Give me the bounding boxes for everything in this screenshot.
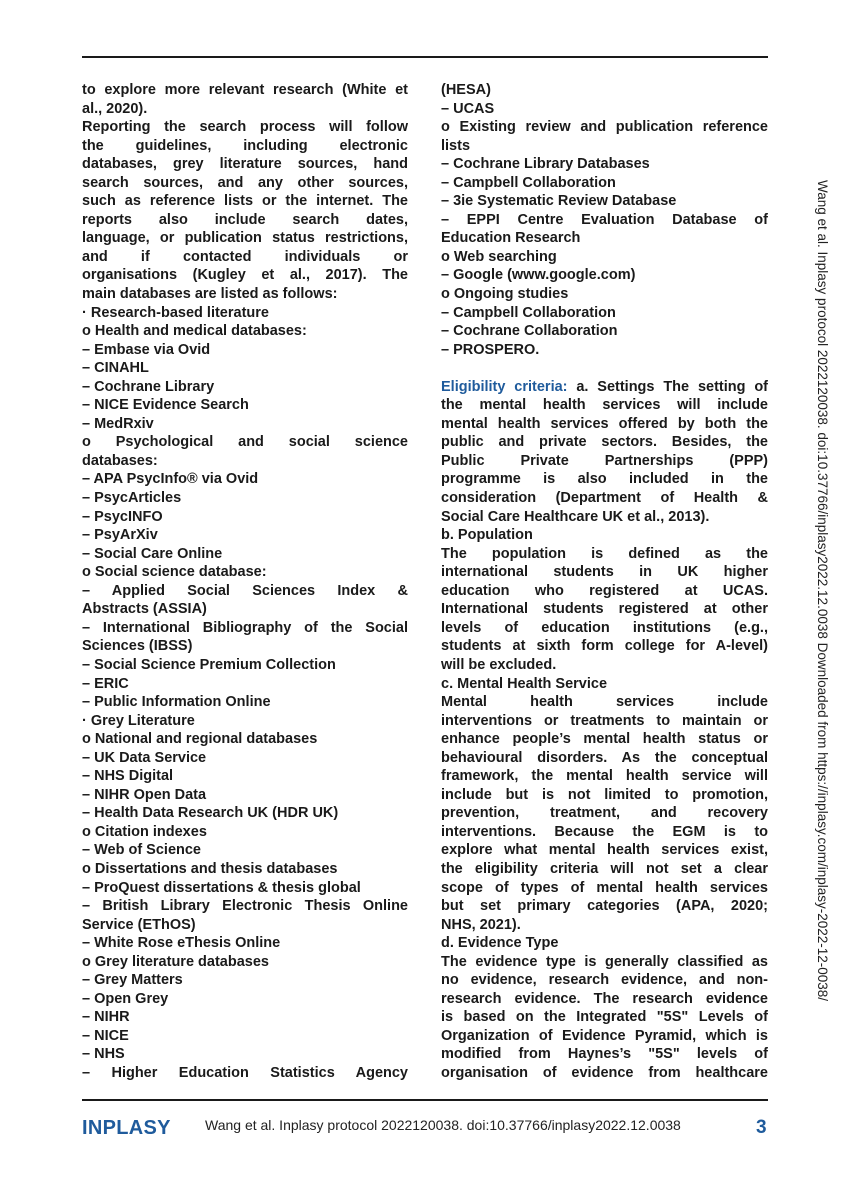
- text-line: [441, 804, 768, 823]
- line-text: – Campbell Collaboration: [441, 174, 616, 191]
- line-text: – PROSPERO.: [441, 341, 540, 358]
- line-text: o National and regional databases: [82, 731, 318, 748]
- text-line: [82, 712, 408, 731]
- line-text: – Health Data Research UK (HDR UK): [82, 805, 339, 822]
- text-line: [82, 137, 408, 156]
- line-text: lists: [441, 137, 471, 154]
- text-line: [82, 266, 408, 285]
- line-text: and if contacted individuals or: [82, 248, 408, 265]
- text-line: [441, 526, 768, 545]
- text-line: [82, 582, 408, 601]
- line-text: language, or publication status restrictions,: [82, 230, 408, 247]
- text-line: [82, 823, 408, 842]
- text-line: [441, 841, 768, 860]
- text-line: [82, 396, 408, 415]
- line-text: but set primary categories (APA, 2020;: [441, 898, 768, 915]
- text-line: [82, 1027, 408, 1046]
- text-line: [441, 1008, 768, 1027]
- text-line: [82, 341, 408, 360]
- line-text: – ProQuest dissertations & thesis global: [82, 879, 361, 896]
- line-text: will be excluded.: [441, 656, 557, 673]
- line-text: – NICE Evidence Search: [82, 397, 249, 414]
- line-text: Mental health services include: [441, 694, 768, 711]
- line-text: mental health services offered by both the: [441, 415, 768, 432]
- text-line: [82, 730, 408, 749]
- line-text: Abstracts (ASSIA): [82, 601, 207, 618]
- text-line: [441, 971, 768, 990]
- text-line: [82, 81, 408, 100]
- line-text: – Web of Science: [82, 842, 201, 859]
- text-line: [441, 786, 768, 805]
- text-line: [82, 415, 408, 434]
- line-text: Service (EThOS): [82, 916, 196, 933]
- line-text: The population is defined as the: [441, 545, 768, 562]
- text-line: [82, 248, 408, 267]
- text-line: [441, 582, 768, 601]
- text-line: [82, 860, 408, 879]
- text-line: [82, 489, 408, 508]
- line-text: – UCAS: [441, 100, 495, 117]
- text-line: [82, 749, 408, 768]
- line-text: programme is also included in the: [441, 471, 768, 488]
- line-text: – Campbell Collaboration: [441, 304, 616, 321]
- line-text: – Social Science Premium Collection: [82, 656, 336, 673]
- line-text: no evidence, research evidence, and non-: [441, 972, 768, 989]
- text-line: [441, 155, 768, 174]
- line-text: is based on the Integrated "5S" Levels of: [441, 1009, 768, 1026]
- text-line: [441, 860, 768, 879]
- line-text: o Psychological and social science: [82, 434, 408, 451]
- line-text: NHS, 2021).: [441, 916, 521, 933]
- line-text: – Applied Social Sciences Index &: [82, 582, 408, 599]
- text-line: [82, 600, 408, 619]
- text-line: [441, 137, 768, 156]
- line-text: (HESA): [441, 82, 491, 98]
- line-text: databases:: [82, 452, 158, 469]
- line-text: interventions or treatments to maintain or: [441, 712, 768, 729]
- line-text: the eligibility criteria will not set a clear: [441, 860, 768, 877]
- line-text: – 3ie Systematic Review Database: [441, 193, 677, 210]
- text-line: [441, 637, 768, 656]
- text-line: [441, 656, 768, 675]
- line-text: to explore more relevant research (White et: [82, 82, 408, 98]
- text-line: [82, 934, 408, 953]
- line-text: · Research-based literature: [82, 304, 269, 321]
- line-text: – NHS Digital: [82, 768, 174, 785]
- line-text: main databases are listed as follows:: [82, 286, 338, 303]
- line-text: o Citation indexes: [82, 823, 207, 840]
- line-text: – Cochrane Collaboration: [441, 323, 618, 340]
- text-line: [82, 526, 408, 545]
- footer-brand-logo: INPLASY: [82, 1117, 171, 1139]
- text-line: [82, 637, 408, 656]
- footer-rule: [82, 1099, 768, 1101]
- line-text: the mental health services will include: [441, 397, 768, 414]
- text-line: [441, 322, 768, 341]
- line-text: – NIHR Open Data: [82, 786, 207, 803]
- line-text: – Google (www.google.com): [441, 267, 636, 284]
- text-line: [82, 359, 408, 378]
- text-line: [82, 1008, 408, 1027]
- line-text: – British Library Electronic Thesis Online: [82, 898, 408, 915]
- text-line: [441, 341, 768, 360]
- text-line: [441, 934, 768, 953]
- line-text: – PsycArticles: [82, 490, 182, 507]
- text-line: [441, 897, 768, 916]
- text-line: [82, 693, 408, 712]
- text-line: [441, 1027, 768, 1046]
- line-text: – Embase via Ovid: [82, 341, 211, 358]
- text-line: [441, 675, 768, 694]
- line-text: public and private sectors. Besides, the: [441, 434, 768, 451]
- text-line: [441, 990, 768, 1009]
- text-line: [82, 229, 408, 248]
- text-line: [441, 248, 768, 267]
- text-line: [82, 304, 408, 323]
- text-line: [441, 1064, 768, 1083]
- line-text: – EPPI Centre Evaluation Database of: [441, 211, 768, 228]
- text-line: [82, 470, 408, 489]
- text-line: [441, 304, 768, 323]
- text-line: [82, 656, 408, 675]
- text-line: [82, 1064, 408, 1083]
- line-text: organisations (Kugley et al., 2017). The: [82, 267, 408, 284]
- line-text: include but is not limited to promotion,: [441, 786, 768, 803]
- text-line: [441, 470, 768, 489]
- line-text: prevention, treatment, and recovery: [441, 805, 768, 822]
- line-text: Social Care Healthcare UK et al., 2013).: [441, 508, 710, 525]
- line-text: o Health and medical databases:: [82, 323, 307, 340]
- line-text: research evidence. The research evidence: [441, 990, 768, 1007]
- text-line: [82, 916, 408, 935]
- text-line: [82, 508, 408, 527]
- text-line: [441, 285, 768, 304]
- text-line: [441, 619, 768, 638]
- line-text: – NHS: [82, 1046, 125, 1063]
- line-text: modified from Haynes’s "5S" levels of: [441, 1046, 768, 1063]
- text-line: [82, 1045, 408, 1064]
- line-text: – NICE: [82, 1027, 129, 1044]
- text-line: [441, 916, 768, 935]
- text-line: [82, 767, 408, 786]
- line-text: search sources, and any other sources,: [82, 174, 408, 191]
- footer-citation: Wang et al. Inplasy protocol 2022120038. doi:10.37766/inplasy2022.12.0038: [205, 1117, 681, 1133]
- line-text: – APA PsycInfo® via Ovid: [82, 471, 259, 488]
- text-line: [441, 452, 768, 471]
- text-line: [82, 879, 408, 898]
- text-line: [82, 378, 408, 397]
- line-text: international students in UK higher: [441, 564, 768, 581]
- text-line: [441, 600, 768, 619]
- line-text: o Web searching: [441, 248, 557, 265]
- text-line: [441, 433, 768, 452]
- line-text: The evidence type is generally classified as: [441, 953, 768, 970]
- line-text: – Cochrane Library Databases: [441, 156, 650, 173]
- text-line: [441, 563, 768, 582]
- right-column: [441, 81, 768, 1083]
- line-text: enhance people’s mental health status or: [441, 731, 768, 748]
- line-text: – Social Care Online: [82, 545, 223, 562]
- line-text: – PsyArXiv: [82, 527, 158, 544]
- line-text: o Ongoing studies: [441, 286, 569, 303]
- text-line: [441, 545, 768, 564]
- line-text: the guidelines, including electronic: [82, 137, 408, 154]
- text-line: [82, 563, 408, 582]
- section-heading: Eligibility criteria:: [441, 378, 568, 395]
- text-line: [82, 953, 408, 972]
- text-line: [82, 545, 408, 564]
- text-line: [82, 452, 408, 471]
- line-text: such as reference lists or the internet. The: [82, 193, 408, 210]
- line-text: – Open Grey: [82, 990, 169, 1007]
- text-line: [441, 174, 768, 193]
- text-line: [441, 229, 768, 248]
- text-line: [441, 879, 768, 898]
- line-text: – ERIC: [82, 675, 129, 692]
- line-text: – UK Data Service: [82, 749, 207, 766]
- line-text: Organization of Evidence Pyramid, which is: [441, 1027, 768, 1044]
- left-column: [82, 81, 408, 1083]
- line-text: – PsycINFO: [82, 508, 163, 525]
- text-line: [82, 100, 408, 119]
- line-text: · Grey Literature: [82, 712, 195, 729]
- text-line: [441, 266, 768, 285]
- text-line: [441, 489, 768, 508]
- text-line: [441, 211, 768, 230]
- line-text: Reporting the search process will follow: [82, 119, 408, 136]
- text-line: [441, 415, 768, 434]
- line-text: behavioural disorders. As the conceptual: [441, 749, 768, 766]
- line-text: framework, the mental health service will: [441, 768, 768, 785]
- text-line: [82, 322, 408, 341]
- line-text: – CINAHL: [82, 360, 149, 377]
- line-text: Education Research: [441, 230, 581, 247]
- line-text: – White Rose eThesis Online: [82, 935, 281, 952]
- text-line: [441, 508, 768, 527]
- text-line: [441, 730, 768, 749]
- text-line: [82, 433, 408, 452]
- text-line: [82, 990, 408, 1009]
- text-line: [441, 396, 768, 415]
- text-line: [441, 693, 768, 712]
- line-text: d. Evidence Type: [441, 935, 559, 952]
- text-line: [82, 155, 408, 174]
- line-text: – Cochrane Library: [82, 378, 215, 395]
- text-line: [441, 1045, 768, 1064]
- text-line: [441, 823, 768, 842]
- text-line: [82, 675, 408, 694]
- text-line: [82, 841, 408, 860]
- page-number: 3: [756, 1117, 767, 1138]
- line-text: o Existing review and publication reference: [441, 119, 768, 136]
- line-text: a. Settings The setting of: [576, 378, 768, 395]
- paragraph-gap: [441, 359, 768, 378]
- text-line: [82, 285, 408, 304]
- text-line: [441, 712, 768, 731]
- line-text: interventions. Because the EGM is to: [441, 823, 768, 840]
- text-line: [441, 953, 768, 972]
- text-line: [82, 118, 408, 137]
- line-text: – MedRxiv: [82, 415, 154, 432]
- line-text: International students registered at other: [441, 601, 768, 618]
- line-text: students at sixth form college for A-level): [441, 638, 768, 655]
- text-line: [82, 804, 408, 823]
- text-line: [82, 971, 408, 990]
- line-text: – Grey Matters: [82, 972, 183, 989]
- line-text: o Social science database:: [82, 564, 267, 581]
- line-text: Sciences (IBSS): [82, 638, 193, 655]
- line-text: education who registered at UCAS.: [441, 582, 768, 599]
- line-text: o Grey literature databases: [82, 953, 269, 970]
- text-line: [441, 749, 768, 768]
- line-text: levels of education institutions (e.g.,: [441, 619, 768, 636]
- text-line: [82, 211, 408, 230]
- line-text: organisation of evidence from healthcare: [441, 1064, 768, 1081]
- sidebar-download-note: Wang et al. Inplasy protocol 2022120038. doi:10.37766/inplasy2022.12.0038 Downloaded from https://inplasy.com/inplasy-2022-12-0038/: [815, 180, 830, 1002]
- line-text: – Higher Education Statistics Agency: [82, 1064, 408, 1081]
- text-line: [441, 378, 768, 397]
- line-text: scope of types of mental health services: [441, 879, 768, 896]
- line-text: b. Population: [441, 527, 533, 544]
- text-line: [441, 192, 768, 211]
- line-text: – Public Information Online: [82, 694, 271, 711]
- text-line: [82, 174, 408, 193]
- line-text: o Dissertations and thesis databases: [82, 860, 338, 877]
- line-text: consideration (Department of Health &: [441, 490, 768, 507]
- line-text: c. Mental Health Service: [441, 675, 608, 692]
- line-text: reports also include search dates,: [82, 211, 408, 228]
- line-text: Public Private Partnerships (PPP): [441, 452, 768, 469]
- text-line: [441, 118, 768, 137]
- text-line: [82, 897, 408, 916]
- text-line: [82, 619, 408, 638]
- text-line: [82, 192, 408, 211]
- text-line: [441, 767, 768, 786]
- text-line: [82, 786, 408, 805]
- line-text: – International Bibliography of the Social: [82, 619, 408, 636]
- header-rule: [82, 56, 768, 58]
- text-line: [441, 81, 768, 100]
- line-text: databases, grey literature sources, hand: [82, 156, 408, 173]
- text-line: [441, 100, 768, 119]
- line-text: al., 2020).: [82, 100, 148, 117]
- line-text: explore what mental health services exist,: [441, 842, 768, 859]
- line-text: – NIHR: [82, 1009, 130, 1026]
